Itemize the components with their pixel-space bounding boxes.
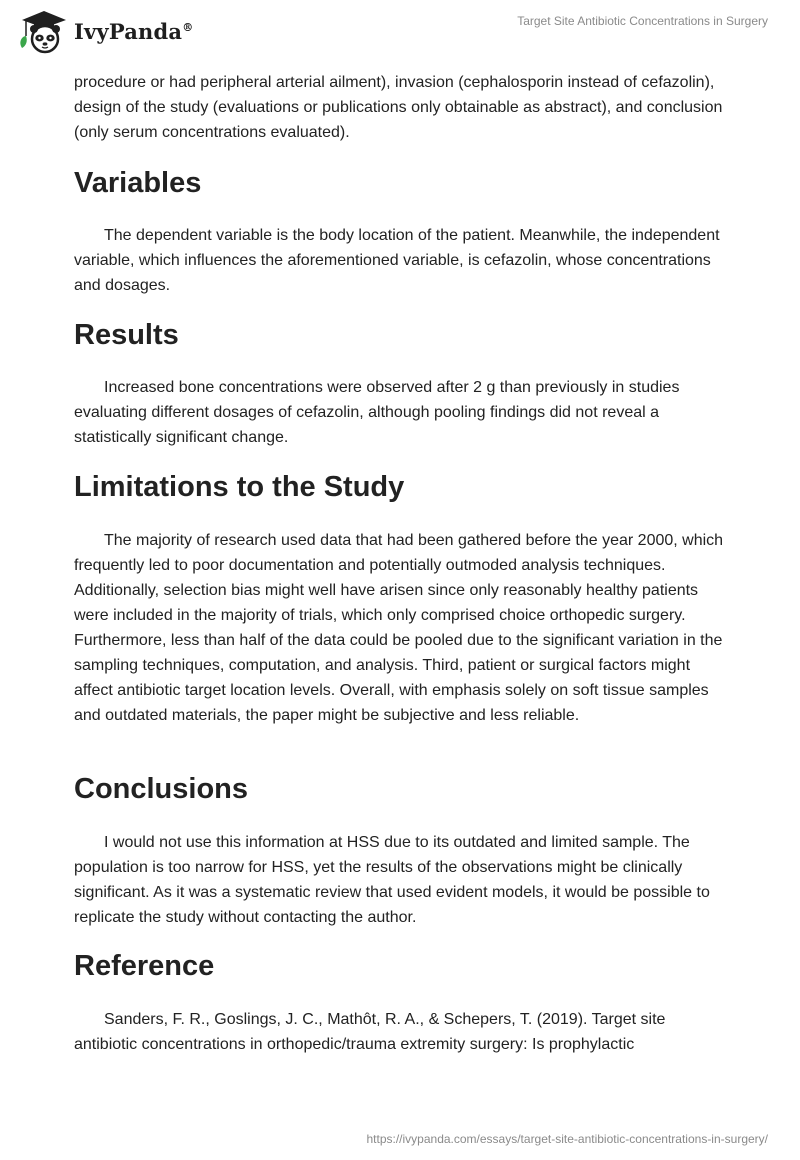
- heading-reference: Reference: [74, 950, 215, 982]
- heading-variables: Variables: [74, 167, 202, 199]
- page-header: [0, 0, 800, 70]
- heading-results: Results: [74, 319, 179, 351]
- panda-graduate-icon: [14, 8, 70, 54]
- paragraph-conclusions: I would not use this information at HSS due to its outdated and limited sample. The population is too narrow for HSS, yet the results of the observations might be clinically significant. As it was a systematic review that used evident models, it would be possible to replicate the study without contacting the author.: [74, 834, 710, 926]
- heading-conclusions: Conclusions: [74, 773, 249, 805]
- intro-paragraph: procedure or had peripheral arterial ailment), invasion (cephalosporin instead of cefazolin), design of the study (evaluations or publications only obtainable as abstract), and conclusion (only serum concentrations evaluated).: [74, 74, 723, 141]
- source-url[interactable]: https://ivypanda.com/essays/target-site-antibiotic-concentrations-in-surgery/: [366, 1132, 768, 1146]
- ivypanda-logo[interactable]: [14, 8, 193, 54]
- paragraph-results: Increased bone concentrations were observed after 2 g than previously in studies evaluating different dosages of cefazolin, although pooling findings did not reveal a statistically significant change.: [74, 379, 680, 446]
- logo-wordmark: IvyPanda®: [74, 18, 194, 44]
- paragraph-reference: Sanders, F. R., Goslings, J. C., Mathôt, R. A., & Schepers, T. (2019). Target site antibiotic concentrations in orthopedic/trauma extremity surgery: Is prophylactic: [74, 1011, 666, 1053]
- running-title: Target Site Antibiotic Concentrations in Surgery: [517, 14, 768, 28]
- paragraph-limitations: The majority of research used data that had been gathered before the year 2000, which frequently led to poor documentation and potentially outmoded analysis techniques. Additionally, selection bias might well have arisen since only reasonably healthy patients were included in the majority of trials, which only comprised choice orthopedic surgery. Furthermore, less than half of the data could be pooled due to the significant variation in the sampling techniques, computation, and analysis. Third, patient or surgical factors might affect antibiotic target location levels. Overall, with emphasis solely on soft tissue samples and outdated materials, the paper might be subjective and less reliable.: [74, 532, 724, 724]
- heading-limitations: Limitations to the Study: [74, 471, 405, 503]
- paragraph-variables: The dependent variable is the body location of the patient. Meanwhile, the independent variable, which influences the aforementioned variable, is cefazolin, whose concentrations and dosages.: [74, 227, 720, 294]
